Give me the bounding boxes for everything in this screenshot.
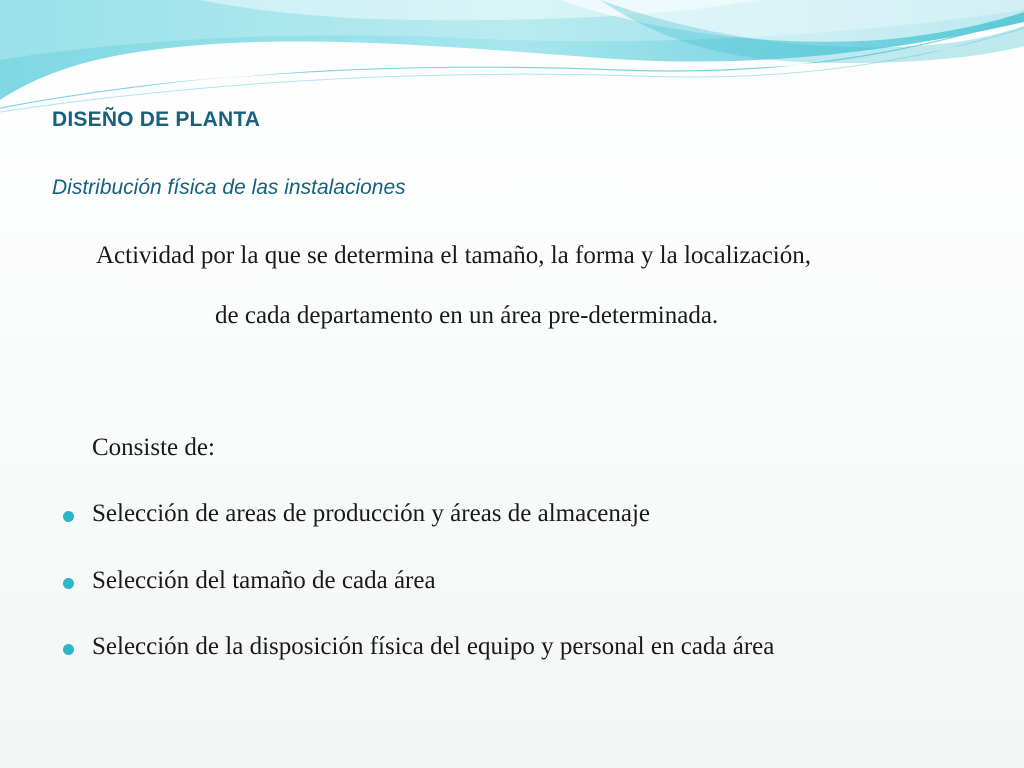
definition-line-2: de cada departamento en un área pre-determinada.	[215, 302, 719, 329]
bullet-icon	[63, 644, 74, 655]
bullet-icon	[63, 578, 74, 589]
slide-subtitle: Distribución física de las instalaciones	[52, 176, 406, 199]
definition-line-1: Actividad por la que se determina el tamaño, la forma y la localización,	[96, 242, 811, 269]
bullet-text: Selección de la disposición física del equipo y personal en cada área	[92, 633, 775, 660]
bullet-text: Selección de areas de producción y áreas de almacenaje	[92, 500, 651, 527]
consists-of-heading: Consiste de:	[92, 434, 215, 461]
bullet-text: Selección del tamaño de cada área	[92, 566, 436, 594]
bullet-icon	[63, 511, 74, 522]
slide-title: DISEÑO DE PLANTA	[52, 108, 261, 131]
